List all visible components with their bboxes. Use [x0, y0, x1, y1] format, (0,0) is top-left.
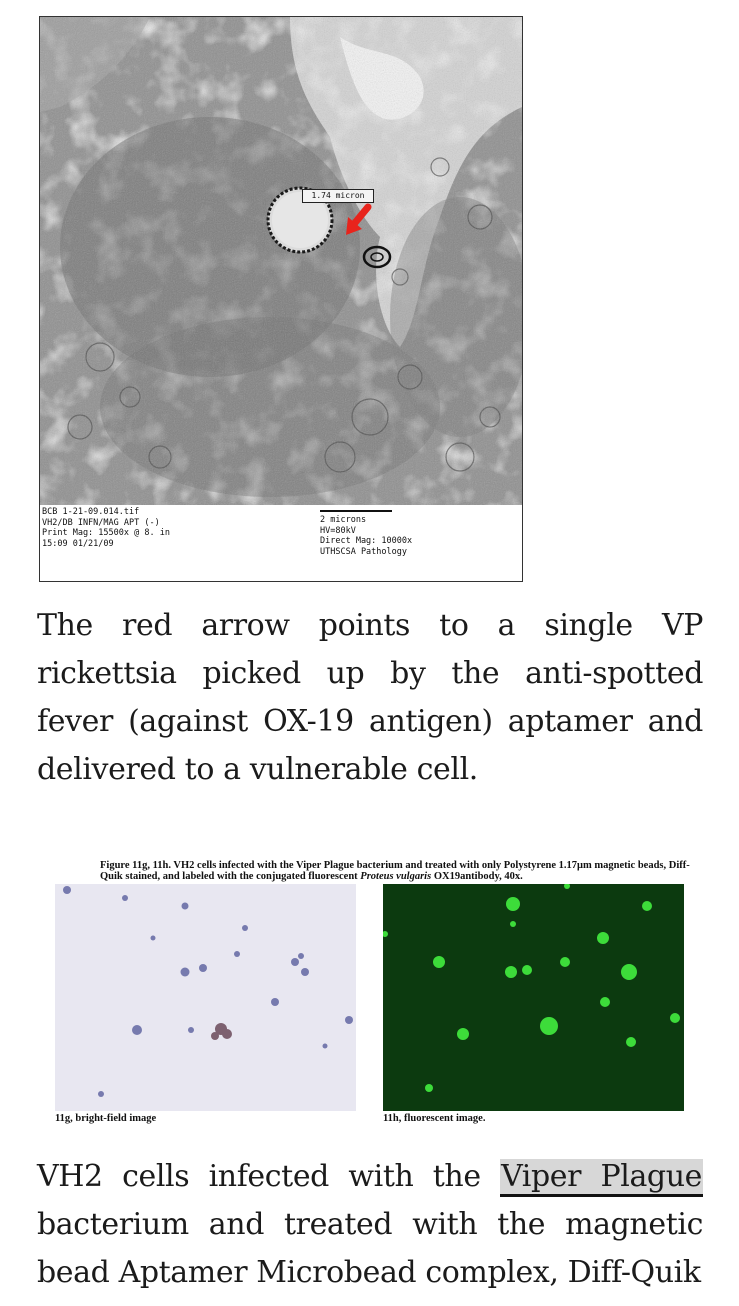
viper-plague-link[interactable]: Viper Plague	[501, 1159, 703, 1194]
metadata-line: UTHSCSA Pathology	[320, 546, 407, 557]
metadata-line: HV=80kV	[320, 525, 356, 536]
electron-micrograph-figure	[39, 16, 523, 582]
metadata-line: Direct Mag: 10000x	[320, 536, 413, 546]
figure-caption	[100, 860, 700, 882]
fluorescent-image	[383, 884, 684, 1111]
micrograph-metadata	[40, 505, 522, 581]
electron-micrograph-image	[40, 17, 522, 505]
treatment-description	[37, 1153, 703, 1297]
bright-field-cells	[55, 884, 356, 1111]
fluorescent-cells	[383, 884, 684, 1111]
metadata-line: Print Mag: 15500x @ 8. in	[42, 528, 170, 538]
figure-caption-tail: OX19antibody, 40x.	[431, 871, 523, 882]
treatment-text-start: VH2 cells infected with the	[37, 1159, 501, 1194]
bead-size-label: 1.74 micron	[302, 189, 374, 203]
metadata-line: VH2/DB INFN/MAG APT (-)	[42, 517, 160, 528]
bright-field-label: 11g, bright-field image	[55, 1113, 157, 1124]
micrograph-metadata-right	[320, 515, 412, 557]
micrograph-texture	[40, 17, 522, 505]
micrograph-description: The red arrow points to a single VP rickettsia picked up by the anti-spotted fever (against OX-19 antigen) aptamer and delivered to a vulnerable cell.	[37, 608, 703, 787]
figure-caption-species: Proteus vulgaris	[360, 871, 432, 882]
bright-field-image	[55, 884, 356, 1111]
micrograph-metadata-left	[42, 507, 170, 549]
scale-bar	[320, 510, 392, 512]
treatment-text-end: bacterium and treated with the magnetic bead Aptamer Microbead complex, Diff-Quik	[37, 1207, 703, 1290]
metadata-line: BCB 1-21-09.014.tif	[42, 507, 140, 517]
metadata-line: 2 microns	[320, 515, 367, 525]
metadata-line: 15:09 01/21/09	[42, 538, 114, 549]
fluorescent-label: 11h, fluorescent image.	[383, 1113, 486, 1124]
figure-caption-text: Figure 11g, 11h. VH2 cells infected with the Viper Plague bacterium and treated with only Polystyrene 1.17μm magnetic beads, Diff-Quik stained, and labeled with the conjugated fluorescent	[100, 860, 690, 882]
